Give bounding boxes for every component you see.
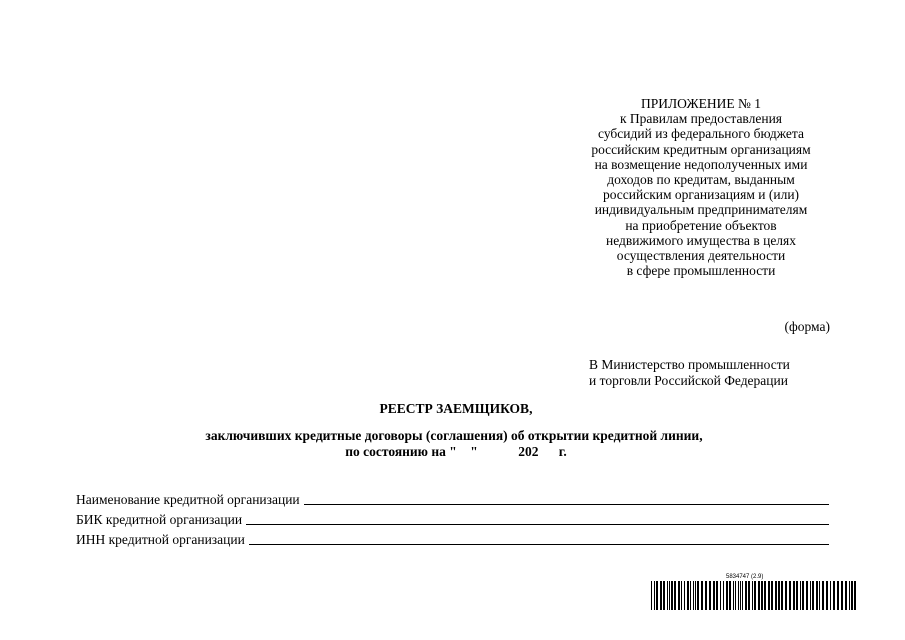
bank-name-blank[interactable] [304, 491, 829, 505]
form-label: (форма) [784, 319, 830, 334]
appendix-line: индивидуальным предпринимателям [594, 202, 808, 218]
field-label: ИНН кредитной организации [76, 532, 245, 547]
appendix-line: доходов по кредитам, выданным [607, 172, 795, 188]
addressee-line: и торговли Российской Федерации [589, 373, 788, 388]
addressee-block [589, 357, 790, 389]
appendix-line: осуществления деятельности [616, 248, 786, 264]
field-bank-name [76, 491, 829, 508]
barcode-block [651, 574, 856, 610]
appendix-line: субсидий из федерального бюджета [598, 126, 804, 142]
registry-date-line: по состоянию на " " 202 г. [345, 444, 567, 459]
appendix-line: к Правилам предоставления [619, 111, 783, 127]
appendix-block [570, 96, 832, 278]
addressee-line: В Министерство промышленности [589, 357, 790, 372]
field-bik [76, 511, 829, 528]
appendix-line: российским кредитным организациям [591, 141, 811, 157]
bik-blank[interactable] [246, 511, 829, 525]
appendix-line: российским организациям и (или) [602, 187, 800, 203]
barcode-icon [651, 581, 856, 610]
registry-subtitle: заключивших кредитные договоры (соглашения) об открытии кредитной линии, [205, 428, 703, 443]
appendix-line: в сфере промышленности [626, 263, 776, 279]
appendix-line: на возмещение недополученных ими [594, 156, 808, 172]
registry-title: РЕЕСТР ЗАЕМЩИКОВ, [379, 401, 533, 416]
inn-blank[interactable] [249, 531, 829, 545]
appendix-line: недвижимого имущества в целях [605, 232, 797, 248]
field-label: Наименование кредитной организации [76, 492, 300, 507]
appendix-line: на приобретение объектов [625, 217, 777, 233]
appendix-heading: ПРИЛОЖЕНИЕ № 1 [640, 96, 762, 111]
field-inn [76, 531, 829, 548]
barcode-number: 5834747 (2.9) [726, 574, 764, 580]
field-label: БИК кредитной организации [76, 512, 243, 527]
